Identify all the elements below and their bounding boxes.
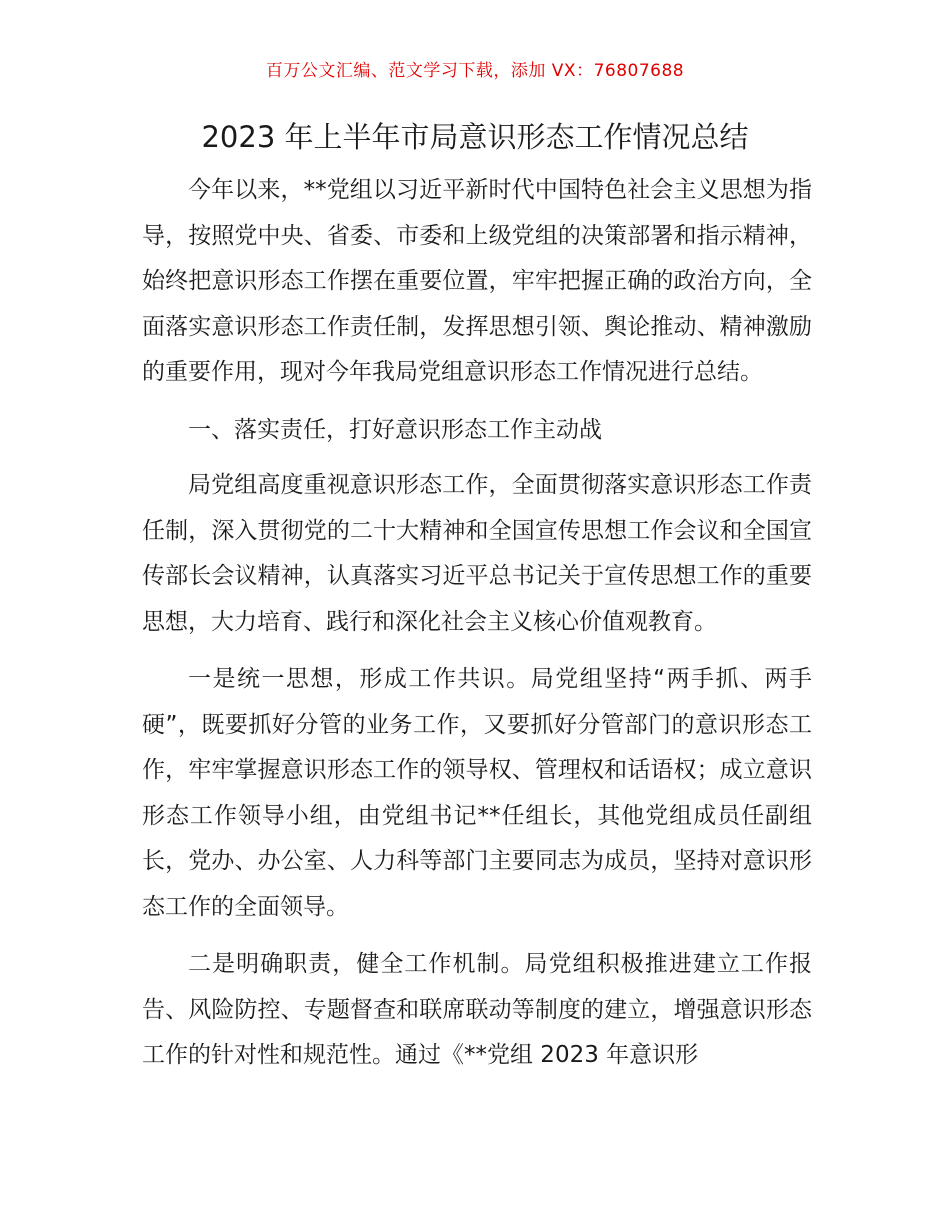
section-1-paragraph: 局党组高度重视意识形态工作，全面贯彻落实意识形态工作责任制，深入贯彻党的二十大精神和全国宣传思想工作会议和全国宣传部长会议精神，认真落实习近平总书记关于宣传思想工作的重要思想，大力培育、践行和深化社会主义核心价值观教育。 [142,472,812,635]
document-title: 2023 年上半年市局意识形态工作情况总结 [201,120,749,154]
header-watermark-note: 百万公文汇编、范文学习下载，添加 VX：76807688 [265,61,685,81]
point-1-paragraph: 一是统一思想，形成工作共识。局党组坚持“两手抓、两手硬”，既要抓好分管的业务工作，又要抓好分管部门的意识形态工作，牢牢掌握意识形态工作的领导权、管理权和话语权；成立意识形态工作领导小组，由党组书记**任组长，其他党组成员任副组长，党办、办公室、人力科等部门主要同志为成员，坚持对意识形态工作的全面领导。 [142,666,812,920]
intro-paragraph: 今年以来，**党组以习近平新时代中国特色社会主义思想为指导，按照党中央、省委、市委和上级党组的决策部署和指示精神，始终把意识形态工作摆在重要位置，牢牢把握正确的政治方向，全面落实意识形态工作责任制，发挥思想引领、舆论推动、精神激励的重要作用，现对今年我局党组意识形态工作情况进行总结。 [142,177,812,385]
point-2-paragraph: 二是明确职责，健全工作机制。局党组积极推进建立工作报告、风险防控、专题督查和联席联动等制度的建立，增强意识形态工作的针对性和规范性。通过《**党组 2023 年意识形 [142,951,812,1068]
section-heading-1: 一、落实责任，打好意识形态工作主动战 [188,416,602,443]
document-body [142,168,812,1091]
